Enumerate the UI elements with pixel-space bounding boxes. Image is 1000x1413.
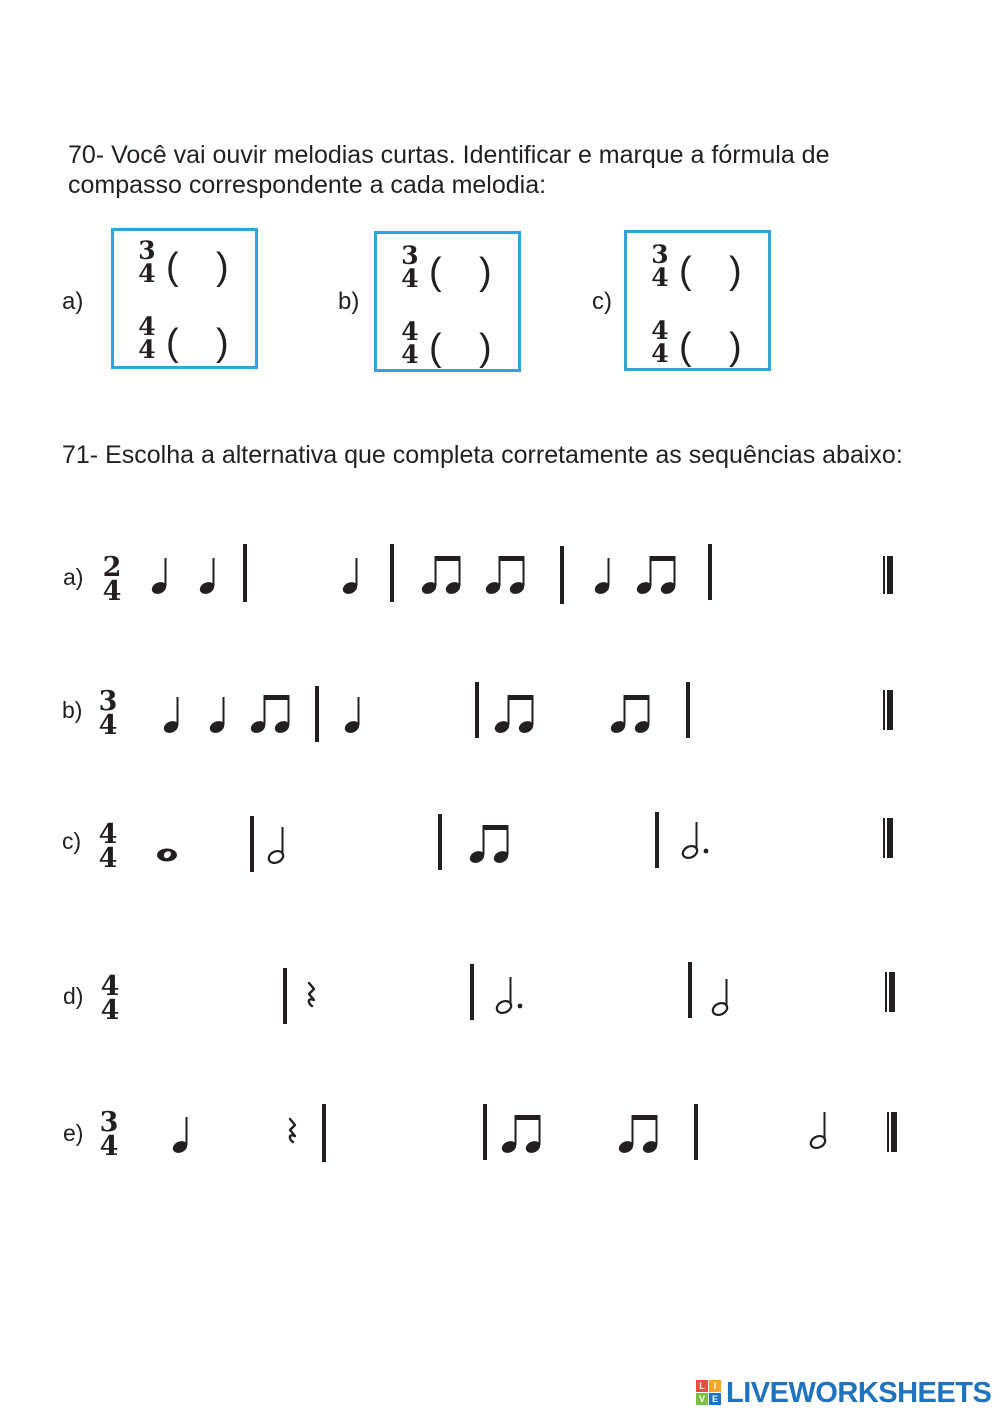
sequence-e-time-signature: 3 4	[99, 1107, 119, 1162]
sequence-c-time-signature: 4 4	[98, 819, 118, 874]
quarter-note	[171, 1117, 189, 1155]
time-signature-3-4: 3 4	[138, 236, 156, 288]
sequence-b-time-signature: 3 4	[98, 686, 118, 741]
dotted-half-note	[681, 822, 709, 860]
close-paren: )	[479, 327, 492, 369]
eighth-note-pair	[635, 556, 677, 596]
eighth-note-pair	[468, 825, 510, 865]
liveworksheets-wordmark: LIVEWORKSHEETS	[726, 1377, 992, 1409]
open-paren: (	[679, 326, 692, 368]
eighth-note-pair	[500, 1115, 542, 1155]
question-70-text: 70- Você vai ouvir melodias curtas. Identificar e marque a fórmula de compasso correspondente a cada melodia:	[68, 141, 830, 199]
open-paren: (	[166, 322, 179, 364]
dotted-half-note	[495, 977, 523, 1015]
half-note	[267, 827, 285, 865]
question-71-text: 71- Escolha a alternativa que completa corretamente as sequências abaixo:	[62, 441, 903, 469]
final-barline	[884, 556, 890, 594]
open-paren: (	[679, 250, 692, 292]
quarter-note	[150, 558, 168, 596]
eighth-note-pair	[493, 695, 535, 735]
close-paren: )	[216, 246, 229, 288]
eighth-note-pair	[609, 695, 651, 735]
quarter-rest	[290, 1119, 295, 1142]
quarter-note	[343, 697, 361, 735]
half-note	[809, 1112, 827, 1150]
final-barline	[884, 818, 890, 858]
quarter-note	[593, 558, 611, 596]
close-paren: )	[729, 326, 742, 368]
final-barline	[886, 972, 892, 1012]
time-signature-3-4: 3 4	[651, 240, 669, 292]
liveworksheets-badge-icon: L I V E	[696, 1380, 722, 1406]
final-barline	[888, 1112, 894, 1152]
quarter-rest	[309, 983, 314, 1006]
option-c-label: c)	[592, 288, 612, 315]
quarter-note	[341, 558, 359, 596]
eighth-note-pair	[249, 695, 291, 735]
sequence-e-label: e)	[63, 1120, 84, 1146]
close-paren: )	[216, 322, 229, 364]
sequence-a-label: a)	[63, 564, 84, 590]
quarter-note	[162, 697, 180, 735]
final-barline	[884, 690, 890, 730]
open-paren: (	[429, 327, 442, 369]
option-a-label: a)	[62, 288, 84, 315]
time-signature-4-4: 4 4	[401, 317, 419, 369]
sequence-a-time-signature: 2 4	[102, 552, 122, 607]
sequence-c-label: c)	[62, 828, 82, 854]
quarter-note	[198, 558, 216, 596]
time-signature-3-4: 3 4	[401, 241, 419, 293]
whole-note	[157, 849, 177, 862]
eighth-note-pair	[484, 556, 526, 596]
sequence-d-label: d)	[63, 983, 84, 1009]
sequence-d-time-signature: 4 4	[100, 971, 120, 1026]
close-paren: )	[729, 250, 742, 292]
eighth-note-pair	[420, 556, 462, 596]
quarter-note	[208, 697, 226, 735]
time-signature-4-4: 4 4	[651, 316, 669, 368]
sequence-b-label: b)	[62, 697, 83, 723]
open-paren: (	[429, 251, 442, 293]
option-b-label: b)	[338, 288, 360, 315]
time-signature-4-4: 4 4	[138, 312, 156, 364]
eighth-note-pair	[617, 1115, 659, 1155]
open-paren: (	[166, 246, 179, 288]
close-paren: )	[479, 251, 492, 293]
half-note	[711, 979, 729, 1017]
